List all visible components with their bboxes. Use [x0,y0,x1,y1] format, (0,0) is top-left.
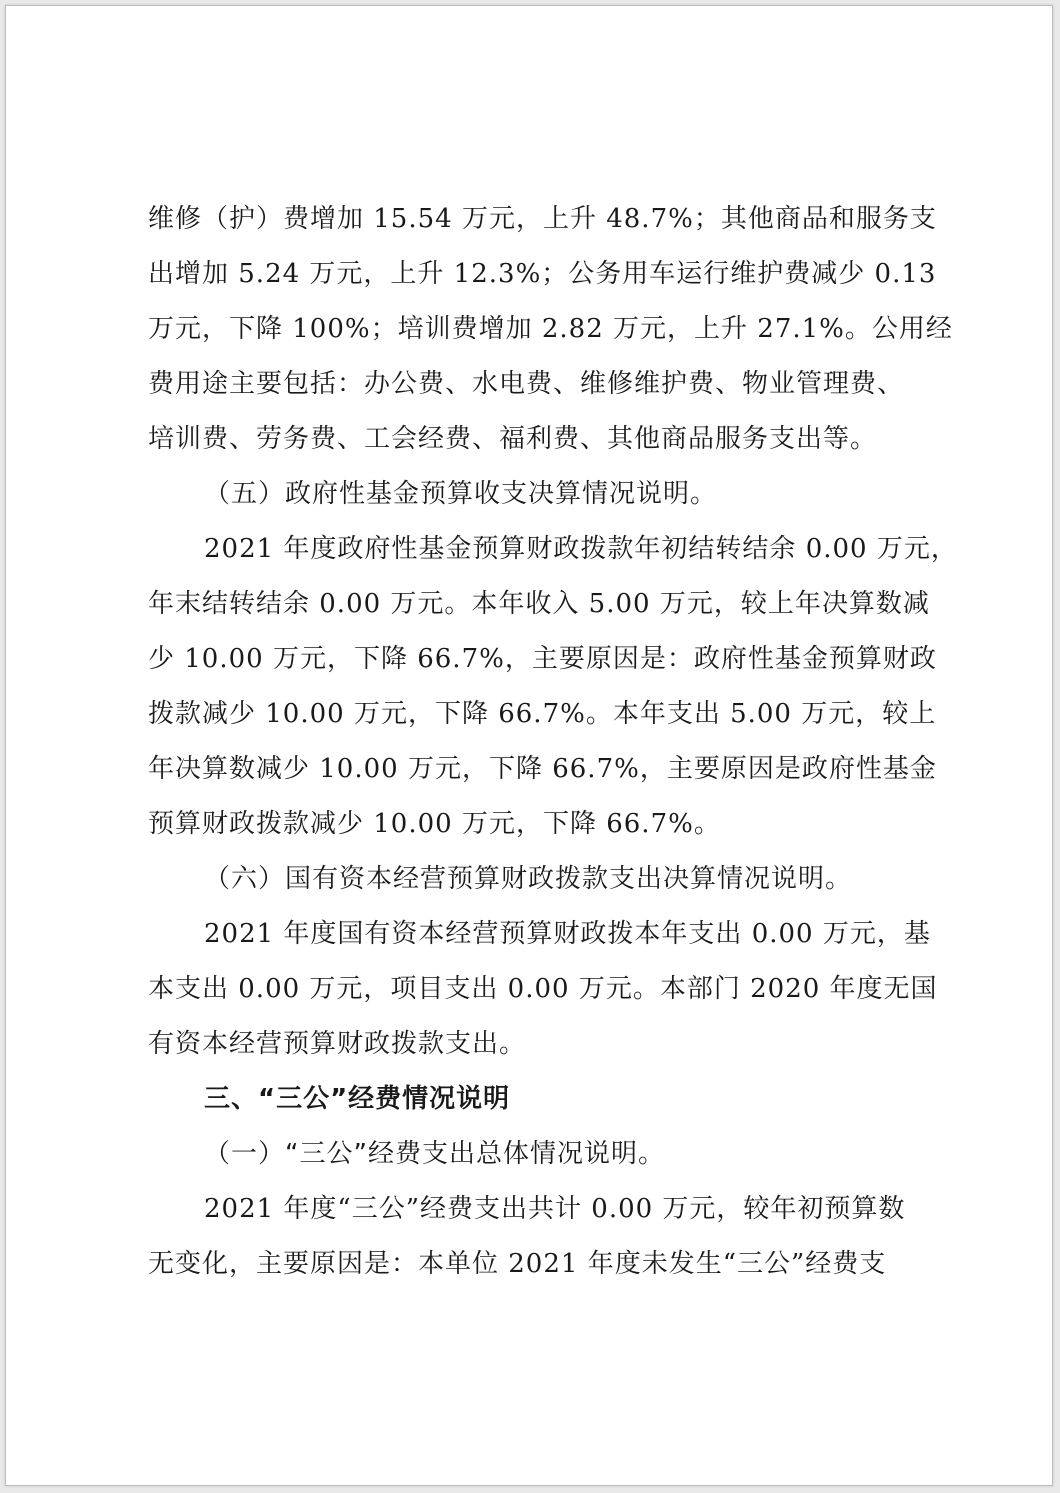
document-page [5,5,1053,1486]
paragraph-line: 无变化，主要原因是：本单位 2021 年度未发生“三公”经费支 [148,1249,887,1279]
paragraph-line: 年决算数减少 10.00 万元，下降 66.7%，主要原因是政府性基金 [148,754,937,784]
paragraph-line: 年末结转结余 0.00 万元。本年收入 5.00 万元，较上年决算数减 [148,589,930,619]
section-heading: （一）“三公”经费支出总体情况说明。 [204,1139,665,1169]
section-heading: （五）政府性基金预算收支决算情况说明。 [204,479,718,509]
paragraph-line: 万元，下降 100%；培训费增加 2.82 万元，上升 27.1%。公用经 [148,314,953,344]
paragraph-line: 2021 年度“三公”经费支出共计 0.00 万元，较年初预算数 [204,1194,906,1224]
paragraph-line: 有资本经营预算财政拨款支出。 [148,1029,527,1059]
paragraph-line: 费用途主要包括：办公费、水电费、维修维护费、物业管理费、 [148,369,905,399]
paragraph-line: 维修（护）费增加 15.54 万元，上升 48.7%；其他商品和服务支 [148,204,937,234]
paragraph-line: 预算财政拨款减少 10.00 万元，下降 66.7%。 [148,809,721,839]
paragraph-line: 2021 年度国有资本经营预算财政拨本年支出 0.00 万元，基 [204,919,931,949]
paragraph-line: 培训费、劳务费、工会经费、福利费、其他商品服务支出等。 [148,424,878,454]
paragraph-line: 拨款减少 10.00 万元，下降 66.7%。本年支出 5.00 万元，较上 [148,699,937,729]
chapter-heading: 三、“三公”经费情况说明 [204,1084,511,1114]
section-heading: （六）国有资本经营预算财政拨款支出决算情况说明。 [204,864,853,894]
paragraph-line: 少 10.00 万元，下降 66.7%，主要原因是：政府性基金预算财政 [148,644,937,674]
paragraph-line: 2021 年度政府性基金预算财政拨款年初结转结余 0.00 万元， [204,534,958,564]
paragraph-line: 本支出 0.00 万元，项目支出 0.00 万元。本部门 2020 年度无国 [148,974,938,1004]
paragraph-line: 出增加 5.24 万元，上升 12.3%；公务用车运行维护费减少 0.13 [148,259,937,289]
